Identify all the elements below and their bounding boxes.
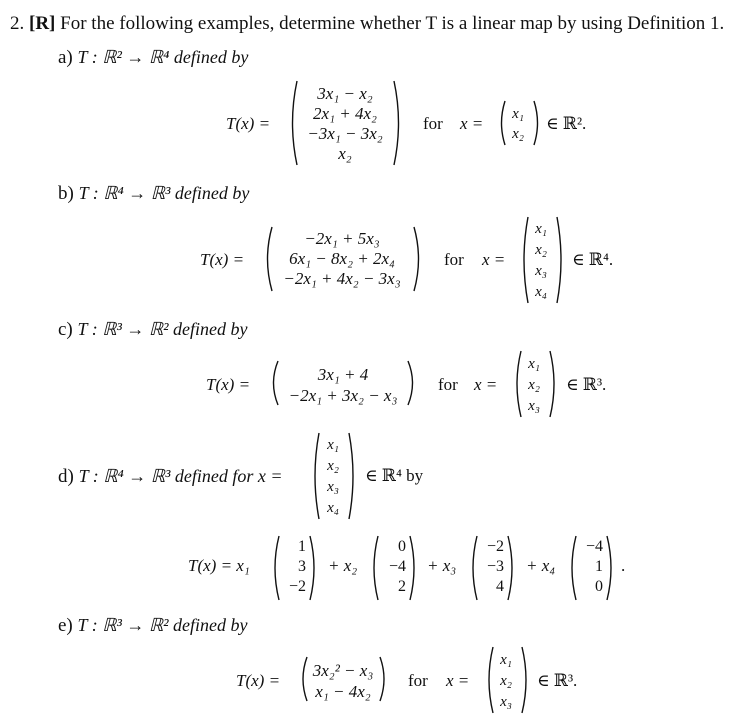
- right-paren: [506, 535, 517, 601]
- matrix-row: −2x₁ + 5x₃: [304, 229, 380, 248]
- right-paren: [548, 350, 559, 418]
- part-d-header-text: T : ℝ⁴ → ℝ³ defined for x =: [78, 466, 283, 486]
- part-a-matrix: [300, 84, 390, 164]
- column-entry: −3: [486, 558, 504, 575]
- vector-entry: x₂: [512, 126, 524, 142]
- vector-entry: x₁: [327, 437, 339, 453]
- part-d-end: .: [621, 556, 626, 575]
- vector-entry: x₁: [500, 652, 512, 668]
- part-c-xeq: x =: [474, 375, 498, 394]
- part-d-col4: [577, 537, 603, 597]
- matrix-row: −2x₁ + 4x₂ − 3x₃: [283, 269, 401, 288]
- column-entry: −2: [486, 538, 504, 555]
- column-entry: 1: [595, 558, 603, 575]
- problem-number: 2.: [10, 13, 25, 34]
- vector-entry: x₂: [535, 242, 547, 258]
- vector-entry: x₂: [500, 673, 512, 689]
- right-paren: [308, 535, 319, 601]
- right-paren: [378, 656, 389, 702]
- part-e-vector: [493, 650, 519, 713]
- right-paren: [408, 535, 419, 601]
- part-e-header-text: T : ℝ³ → ℝ² defined by: [77, 615, 248, 635]
- matrix-row: x₂: [338, 144, 352, 163]
- part-b-matrix: [270, 229, 414, 289]
- vector-entry: x₂: [528, 377, 540, 393]
- part-c-label: c): [58, 319, 73, 340]
- part-d-col2: [380, 537, 406, 597]
- right-paren: [392, 80, 404, 166]
- part-e-matrix: [306, 660, 380, 702]
- part-d-plus3: + x₃: [427, 556, 457, 575]
- vector-entry: x₃: [535, 263, 547, 279]
- part-d-label: d): [58, 466, 74, 487]
- part-c-for: for: [438, 375, 458, 394]
- part-a-vector: [506, 104, 530, 144]
- part-b-for: for: [444, 250, 464, 269]
- part-a-header-text: T : ℝ² → ℝ⁴ defined by: [77, 47, 249, 67]
- part-e-label: e): [58, 615, 73, 636]
- part-b-vector: [528, 219, 554, 303]
- part-d-vector: [320, 435, 346, 519]
- column-entry: 0: [398, 538, 406, 555]
- column-entry: −4: [585, 538, 603, 555]
- part-d-plus2: + x₂: [328, 556, 358, 575]
- matrix-row: −2x₁ + 3x₂ − x₃: [288, 386, 398, 405]
- part-c-matrix: [276, 364, 410, 406]
- part-e-domain: ∈ ℝ³.: [537, 671, 578, 690]
- part-b-label: b): [58, 183, 74, 204]
- column-entry: 0: [595, 578, 603, 595]
- right-paren: [412, 226, 424, 292]
- problem-statement: For the following examples, determine whether T is a linear map by using Definition 1.: [60, 13, 725, 34]
- vector-entry: x₂: [327, 458, 339, 474]
- column-entry: 2: [398, 578, 406, 595]
- part-c-header-text: T : ℝ³ → ℝ² defined by: [77, 319, 248, 339]
- part-a-for: for: [423, 114, 443, 133]
- right-paren: [532, 100, 542, 146]
- left-paren: [287, 80, 299, 166]
- right-paren: [520, 646, 531, 714]
- part-a-header: [58, 48, 248, 67]
- part-a-domain: ∈ ℝ².: [546, 114, 587, 133]
- column-entry: 1: [298, 538, 306, 555]
- column-entry: −4: [388, 558, 406, 575]
- part-c-lhs: T(x) =: [206, 375, 251, 394]
- part-d-domain: ∈ ℝ⁴ by: [365, 466, 424, 485]
- part-b-header-text: T : ℝ⁴ → ℝ³ defined by: [78, 183, 250, 203]
- part-d-col3: [478, 537, 504, 597]
- part-e-lhs: T(x) =: [236, 671, 281, 690]
- vector-entry: x₃: [327, 479, 339, 495]
- vector-entry: x₁: [535, 221, 547, 237]
- matrix-row: 2x₁ + 4x₂: [313, 104, 377, 123]
- right-paren: [347, 432, 358, 520]
- vector-entry: x₄: [327, 500, 339, 516]
- part-d-col1: [280, 537, 306, 597]
- part-a-xeq: x =: [460, 114, 484, 133]
- matrix-row: x₁ − 4x₂: [315, 682, 371, 701]
- part-b-domain: ∈ ℝ⁴.: [572, 250, 614, 269]
- part-c-domain: ∈ ℝ³.: [566, 375, 607, 394]
- part-b-header: [58, 184, 249, 203]
- vector-entry: x₁: [528, 356, 540, 372]
- part-b-lhs: T(x) =: [200, 250, 245, 269]
- part-c-vector: [521, 354, 547, 417]
- part-e-for: for: [408, 671, 428, 690]
- column-entry: −2: [288, 578, 306, 595]
- part-e-header: [58, 616, 247, 635]
- problem-heading: [10, 14, 724, 33]
- part-a-lhs: T(x) =: [226, 114, 271, 133]
- right-paren: [555, 216, 566, 304]
- vector-entry: x₃: [528, 398, 540, 414]
- matrix-row: 3x₁ − x₂: [317, 84, 373, 103]
- part-a-label: a): [58, 47, 73, 68]
- right-paren: [605, 535, 616, 601]
- column-entry: 4: [496, 578, 504, 595]
- part-e-xeq: x =: [446, 671, 470, 690]
- part-d-header: [58, 467, 283, 486]
- vector-entry: x₄: [535, 284, 547, 300]
- problem-tag: [R]: [29, 13, 56, 34]
- part-b-xeq: x =: [482, 250, 506, 269]
- left-paren: [369, 535, 380, 601]
- right-paren: [406, 360, 418, 406]
- part-c-header: [58, 320, 247, 339]
- part-d-plus4: + x₄: [526, 556, 556, 575]
- matrix-row: 3x₁ + 4: [317, 365, 369, 384]
- matrix-row: −3x₁ − 3x₂: [307, 124, 383, 143]
- column-entry: 3: [298, 558, 306, 575]
- matrix-row: 6x₁ − 8x₂ + 2x₄: [289, 249, 395, 268]
- vector-entry: x₁: [512, 106, 524, 122]
- matrix-row: 3x₂² − x₃: [312, 661, 374, 680]
- part-d-lhs: T(x) = x₁: [188, 556, 250, 575]
- vector-entry: x₃: [500, 694, 512, 710]
